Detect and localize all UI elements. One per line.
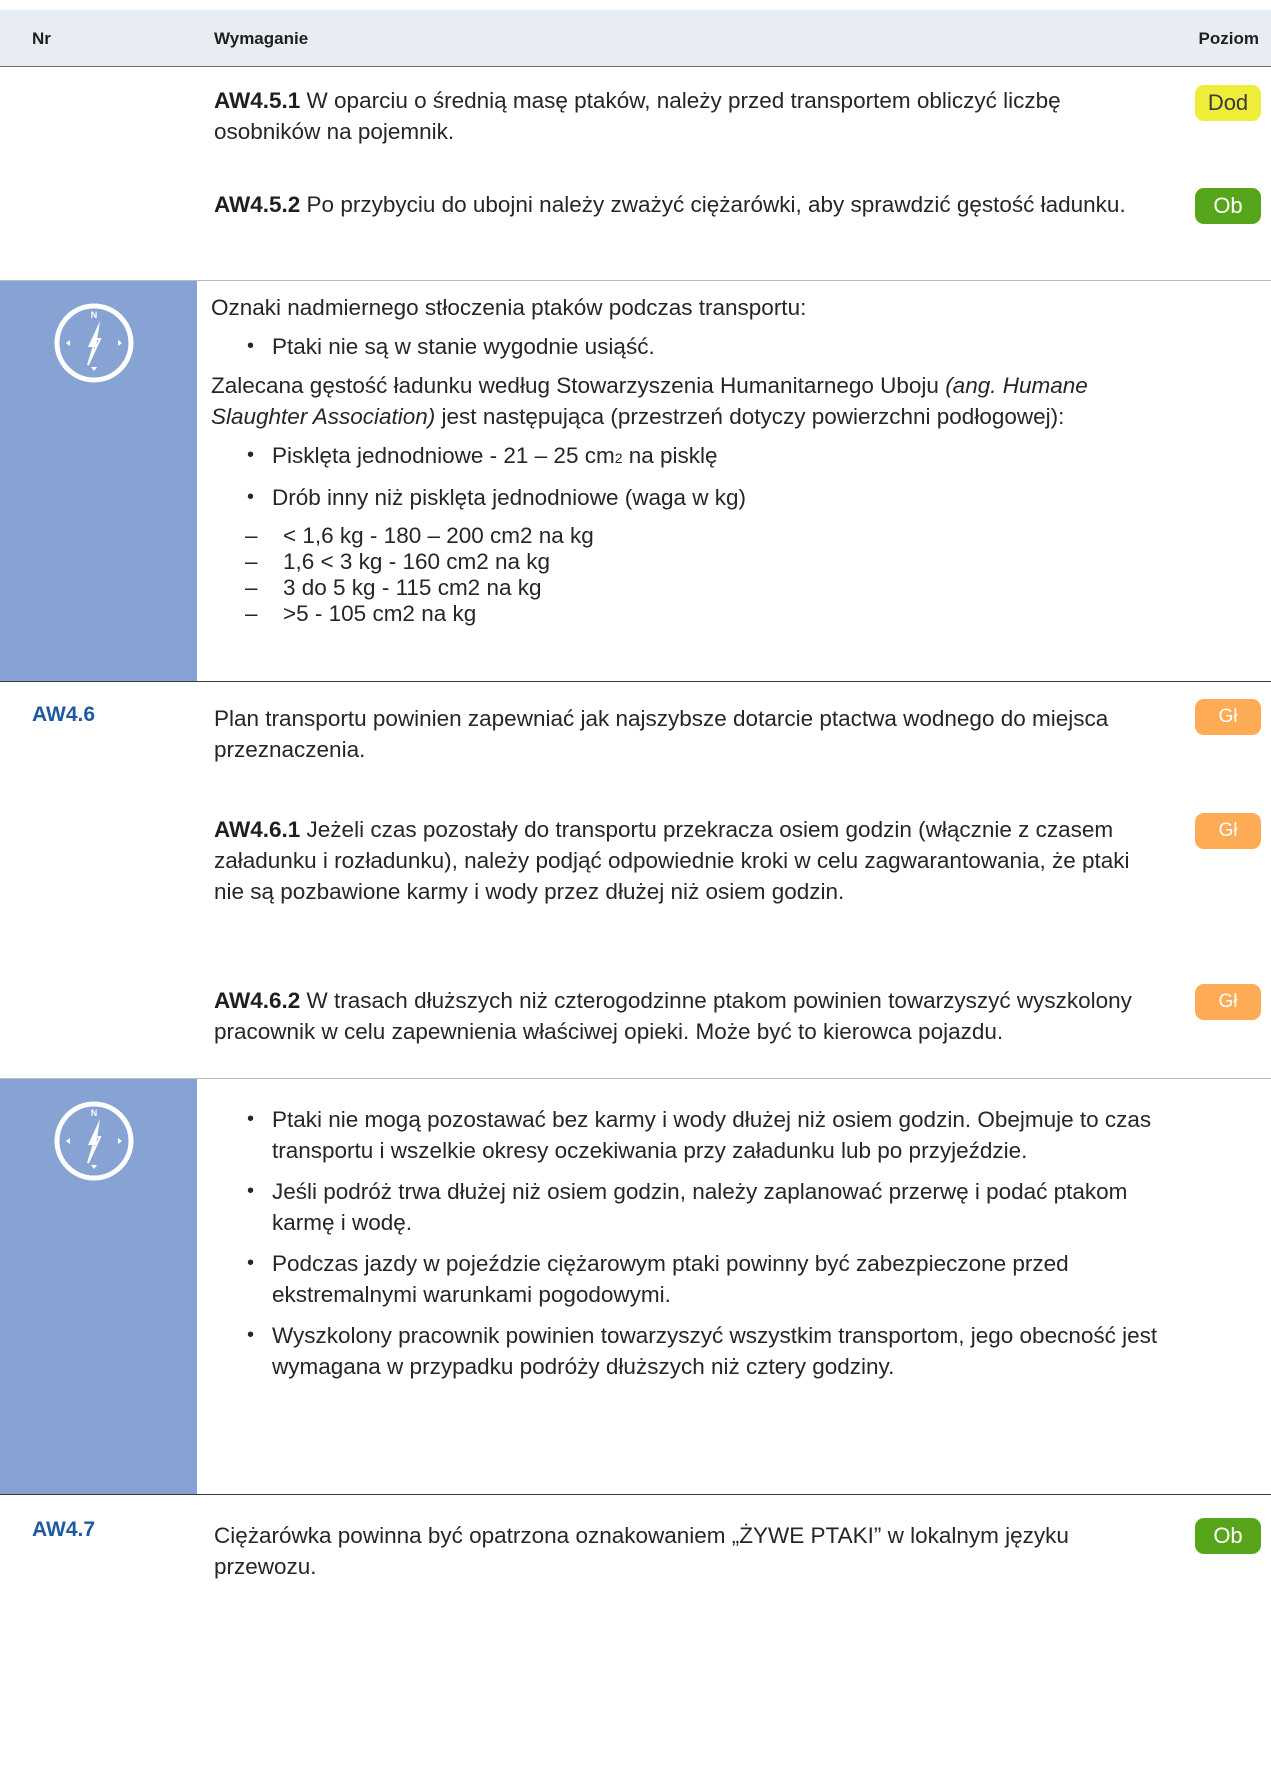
divider [0, 1494, 1271, 1495]
compass-icon [52, 1099, 136, 1183]
guidance-text-2 [211, 1104, 1181, 1382]
requirement-aw4-6: Plan transportu powinien zapewniać jak najszybsze dotarcie ptactwa wodnego do miejsca przeznaczenia. [214, 706, 1109, 762]
requirement-aw4-6-1 [214, 814, 1164, 907]
sub-list-item: – 1,6 < 3 kg - 160 cm2 na kg [211, 549, 1181, 575]
guidance-text-1 [211, 292, 1181, 627]
guidance-sidebar [0, 1079, 197, 1494]
header-nr: Nr [32, 29, 51, 48]
requirement-id: AW4.5.2 [214, 192, 301, 217]
sub-list-item: – >5 - 105 cm2 na kg [211, 601, 1181, 627]
svg-text:N: N [90, 1108, 98, 1118]
svg-text:N: N [90, 310, 98, 320]
header-requirement: Wymaganie [214, 29, 309, 48]
list-item: • Ptaki nie mogą pozostawać bez karmy i wody dłużej niż osiem godzin. Obejmuje to czas transportu i wszelkie okresy oczekiwania przy załadunku lub po przyjeździe. [211, 1104, 1181, 1166]
requirement-text: W oparciu o średnią masę ptaków, należy przed transportem obliczyć liczbę osobników na pojemnik. [214, 88, 1061, 144]
guidance-intro: Oznaki nadmiernego stłoczenia ptaków podczas transportu: [211, 295, 807, 320]
header-level: Poziom [1198, 29, 1259, 48]
requirement-text: W trasach dłuższych niż czterogodzinne ptakom powinien towarzyszyć wyszkolony pracownik w celu zapewnienia właściwej opieki. Może być to kierowca pojazdu. [214, 988, 1132, 1044]
requirement-text: Po przybyciu do ubojni należy zważyć ciężarówki, aby sprawdzić gęstość ładunku. [300, 192, 1126, 217]
requirement-id: AW4.6.2 [214, 988, 301, 1013]
list-item: • Pisklęta jednodniowe - 21 – 25 cm2 na pisklę [211, 440, 1181, 474]
table-header [0, 10, 1271, 67]
guidance-sidebar [0, 281, 197, 681]
requirement-aw4-6-2 [214, 985, 1164, 1047]
level-badge: Gł [1195, 699, 1261, 735]
sub-list-item: – 3 do 5 kg - 115 cm2 na kg [211, 575, 1181, 601]
list-item: • Drób inny niż pisklęta jednodniowe (waga w kg) [211, 482, 1181, 513]
list-item: • Ptaki nie są w stanie wygodnie usiąść. [211, 331, 1181, 362]
list-item: • Jeśli podróż trwa dłużej niż osiem godzin, należy zaplanować przerwę i podać ptakom karmę i wodę. [211, 1176, 1181, 1238]
requirement-id: AW4.6.1 [214, 817, 301, 842]
requirement-code: AW4.6 [32, 703, 96, 726]
level-badge: Gł [1195, 984, 1261, 1020]
requirement-code: AW4.7 [32, 1518, 96, 1541]
sub-list-item: – < 1,6 kg - 180 – 200 cm2 na kg [211, 523, 1181, 549]
level-badge: Gł [1195, 813, 1261, 849]
compass-icon [52, 301, 136, 385]
level-badge: Ob [1195, 1518, 1261, 1554]
requirement-aw4-7: Ciężarówka powinna być opatrzona oznakowaniem „ŻYWE PTAKI” w lokalnym języku przewozu. [214, 1523, 1069, 1579]
guidance-paragraph: Zalecana gęstość ładunku według Stowarzyszenia Humanitarnego Uboju (ang. Humane Slaughter Association) jest następująca (przestrzeń dotyczy powierzchni podłogowej): [211, 373, 1088, 429]
divider [0, 681, 1271, 682]
requirement-id: AW4.5.1 [214, 88, 301, 113]
list-item: • Wyszkolony pracownik powinien towarzyszyć wszystkim transportom, jego obecność jest wymagana w przypadku podróży dłuższych niż cztery godziny. [211, 1320, 1181, 1382]
requirement-aw4-5-1 [214, 85, 1164, 147]
requirement-text: Jeżeli czas pozostały do transportu przekracza osiem godzin (włącznie z czasem załadunku i rozładunku), należy podjąć odpowiednie kroki w celu zagwarantowania, że ptaki nie są pozbawione karmy i wody przez dłużej niż osiem godzin. [214, 817, 1130, 904]
level-badge: Dod [1195, 85, 1261, 121]
list-item: • Podczas jazdy w pojeździe ciężarowym ptaki powinny być zabezpieczone przed ekstremalnymi warunkami pogodowymi. [211, 1248, 1181, 1310]
requirement-aw4-5-2 [214, 189, 1164, 220]
level-badge: Ob [1195, 188, 1261, 224]
